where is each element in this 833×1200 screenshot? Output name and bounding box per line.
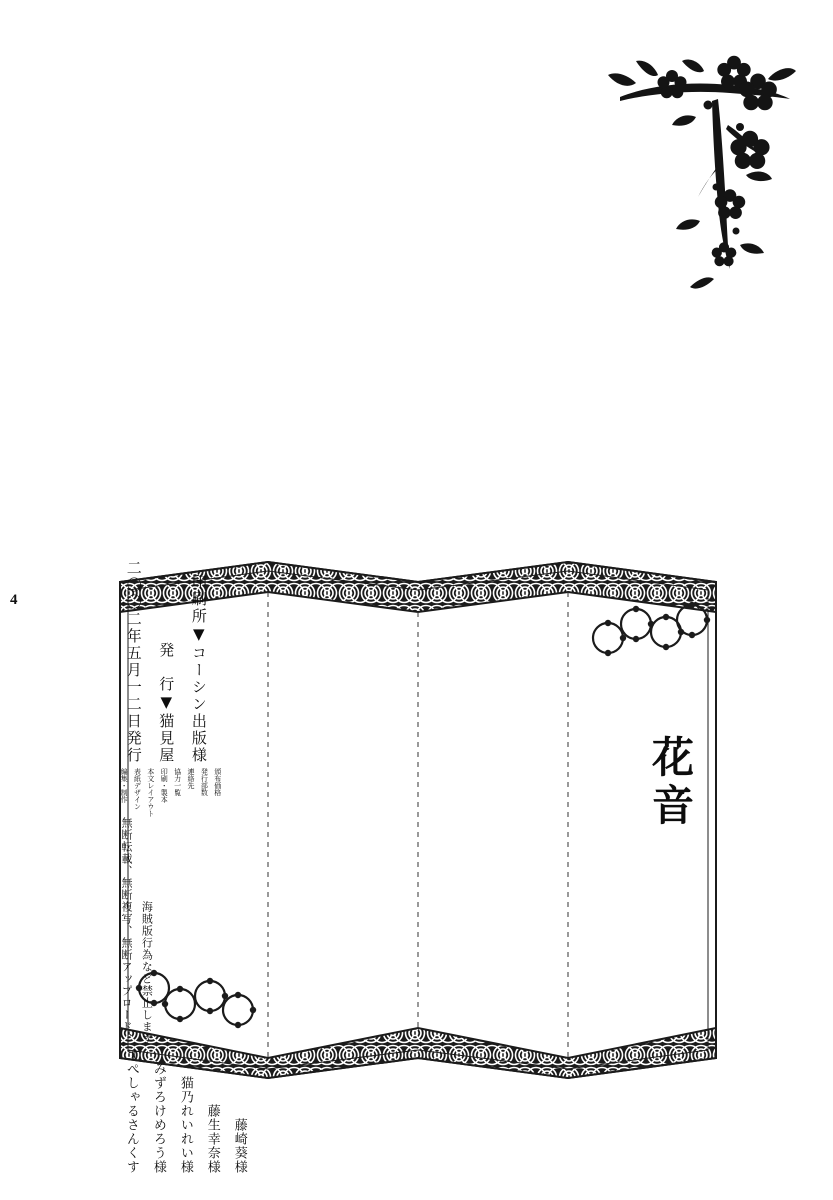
credit-column-3: 印刷・製本 <box>160 768 169 803</box>
credit-column-1: 表紙デザイン <box>133 768 142 810</box>
warning-line-2: 海賊版行為など禁止します <box>140 901 154 1045</box>
thanks-name-0: みずろけめろう様 <box>150 1062 166 1174</box>
staff-credits <box>118 768 718 817</box>
colophon-date: 二〇〇二年五月一二日発行 <box>124 560 143 764</box>
credit-column-0: 編集・制作 <box>120 768 129 803</box>
colophon-block <box>118 560 718 768</box>
credit-column-5: 連絡先 <box>187 768 196 789</box>
credit-column-4: 協力一覧 <box>173 768 182 796</box>
colophon-publisher: 発 行▼猫見屋 <box>157 642 176 764</box>
sakura-branch-icon <box>600 55 800 295</box>
page-number: 4 <box>10 592 18 608</box>
special-thanks <box>118 1048 718 1178</box>
thanks-heading: すぺしゃるさんくす <box>123 1048 139 1174</box>
folding-screen <box>118 560 718 1174</box>
book-title: 花音 <box>646 735 695 831</box>
thanks-name-2: 藤生幸奈様 <box>204 1104 220 1174</box>
thanks-name-3: 藤崎葵様 <box>231 1118 247 1174</box>
colophon-printer: 印刷所▼コーシン出版様 <box>189 574 208 764</box>
credit-column-6: 発行部数 <box>200 768 209 796</box>
copyright-warning <box>118 817 718 1048</box>
warning-line-1: 無断転載、無断複写、無断アップロード、 <box>119 817 133 1045</box>
credit-column-2: 本文レイアウト <box>146 768 155 817</box>
thanks-name-1: 猫乃れいれい様 <box>177 1076 193 1174</box>
credit-column-7: 頒布価格 <box>213 768 222 796</box>
